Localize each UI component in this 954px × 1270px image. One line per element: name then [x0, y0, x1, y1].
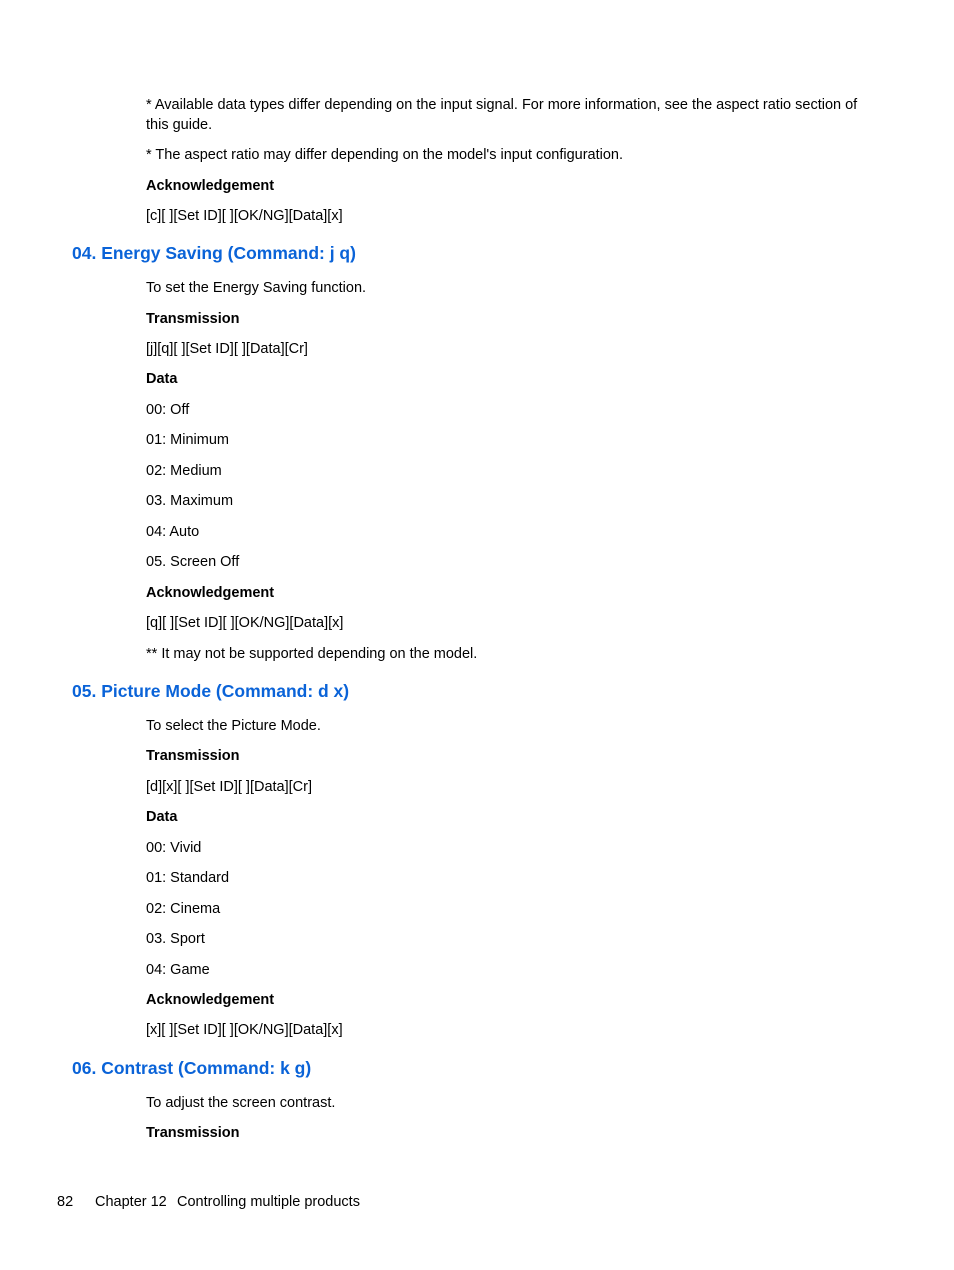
data-item: 02: Cinema — [146, 901, 221, 917]
section-description: To adjust the screen contrast. — [146, 1095, 336, 1111]
ack-label: Acknowledgement — [146, 585, 275, 601]
section-description: To select the Picture Mode. — [146, 718, 321, 734]
ack-label: Acknowledgement — [146, 178, 275, 194]
section-heading-picture-mode: 05. Picture Mode (Command: d x) — [72, 681, 350, 701]
data-item: 01: Standard — [146, 870, 230, 886]
support-note: ** It may not be supported depending on the model. — [146, 646, 478, 662]
data-item: 00: Off — [146, 402, 190, 418]
data-item: 01: Minimum — [146, 432, 229, 448]
ack-label: Acknowledgement — [146, 992, 275, 1008]
section-heading-energy-saving: 04. Energy Saving (Command: j q) — [72, 243, 356, 263]
data-item: 05. Screen Off — [146, 554, 240, 570]
ack-value: [q][ ][Set ID][ ][OK/NG][Data][x] — [146, 615, 344, 631]
chapter-title: Controlling multiple products — [177, 1194, 360, 1210]
data-label: Data — [146, 809, 178, 825]
section-heading-contrast: 06. Contrast (Command: k g) — [72, 1058, 312, 1078]
note-aspect-ratio: * The aspect ratio may differ depending on the model's input configuration. — [146, 147, 624, 163]
note-input-signal: * Available data types differ depending on the input signal. For more information, see the aspect ratio section of this guide. — [146, 97, 858, 133]
transmission-label: Transmission — [146, 748, 240, 764]
page-number: 82 — [57, 1194, 74, 1210]
data-item: 03. Sport — [146, 931, 205, 947]
data-item: 00: Vivid — [146, 840, 202, 856]
section-description: To set the Energy Saving function. — [146, 280, 367, 296]
ack-value: [x][ ][Set ID][ ][OK/NG][Data][x] — [146, 1022, 343, 1038]
ack-value: [c][ ][Set ID][ ][OK/NG][Data][x] — [146, 208, 343, 224]
chapter-label: Chapter 12 — [95, 1194, 167, 1210]
data-label: Data — [146, 371, 178, 387]
transmission-label: Transmission — [146, 311, 240, 327]
transmission-value: [j][q][ ][Set ID][ ][Data][Cr] — [146, 341, 308, 357]
data-item: 04: Game — [146, 962, 210, 978]
data-item: 03. Maximum — [146, 493, 234, 509]
transmission-label: Transmission — [146, 1125, 240, 1141]
data-item: 04: Auto — [146, 524, 200, 540]
data-item: 02: Medium — [146, 463, 222, 479]
transmission-value: [d][x][ ][Set ID][ ][Data][Cr] — [146, 779, 312, 795]
